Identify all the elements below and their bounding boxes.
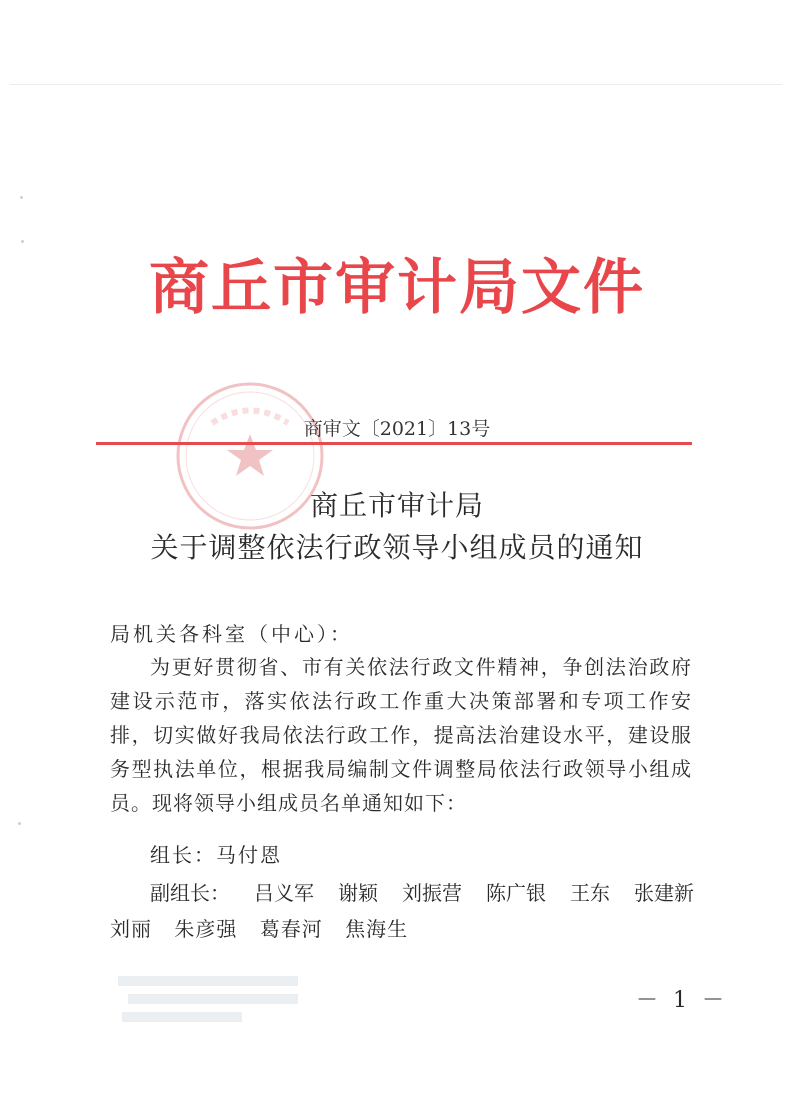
deputy-name: 刘丽 [110, 917, 152, 941]
page-number: － 1 － [636, 988, 728, 1013]
document-number: 商审文〔2021〕13号 [303, 418, 491, 440]
title-line-2: 关于调整依法行政领导小组成员的通知 [150, 531, 644, 564]
title-line-1: 商丘市审计局 [309, 489, 484, 522]
deputy-label: 副组长： [150, 881, 230, 905]
bleed-through-artifact [118, 970, 308, 1030]
document-header: 商丘市审计局文件 [149, 253, 645, 323]
deputies-row-1 [150, 878, 694, 908]
leader-line: 组长：马付恩 [150, 843, 282, 867]
deputy-name: 陈广银 [486, 881, 546, 905]
scan-speck [20, 196, 23, 199]
deputy-name: 张建新 [634, 881, 694, 905]
deputy-name: 焦海生 [345, 917, 409, 941]
deputy-name: 葛春河 [259, 917, 323, 941]
deputy-name: 吕义军 [254, 881, 314, 905]
scan-speck [21, 240, 24, 243]
deputy-name: 谢颖 [338, 881, 378, 905]
scan-edge-line [10, 84, 782, 85]
deputy-name: 刘振营 [402, 881, 462, 905]
body-paragraph: 为更好贯彻省、市有关依法行政文件精神，争创法治政府建设示范市，落实依法行政工作重大决策部署和专项工作安排，切实做好我局依法行政工作，提高法治建设水平，建设服务型执法单位，根据我局编制文件调整局依法行政领导小组成员。现将领导小组成员名单通知如下： [110, 655, 692, 815]
deputy-name: 王东 [570, 881, 610, 905]
scan-speck [18, 822, 21, 825]
red-divider-rule [96, 442, 692, 445]
deputies-row-2 [110, 914, 424, 944]
salutation: 局机关各科室（中心）： [110, 622, 353, 646]
deputy-name: 朱彦强 [174, 917, 238, 941]
